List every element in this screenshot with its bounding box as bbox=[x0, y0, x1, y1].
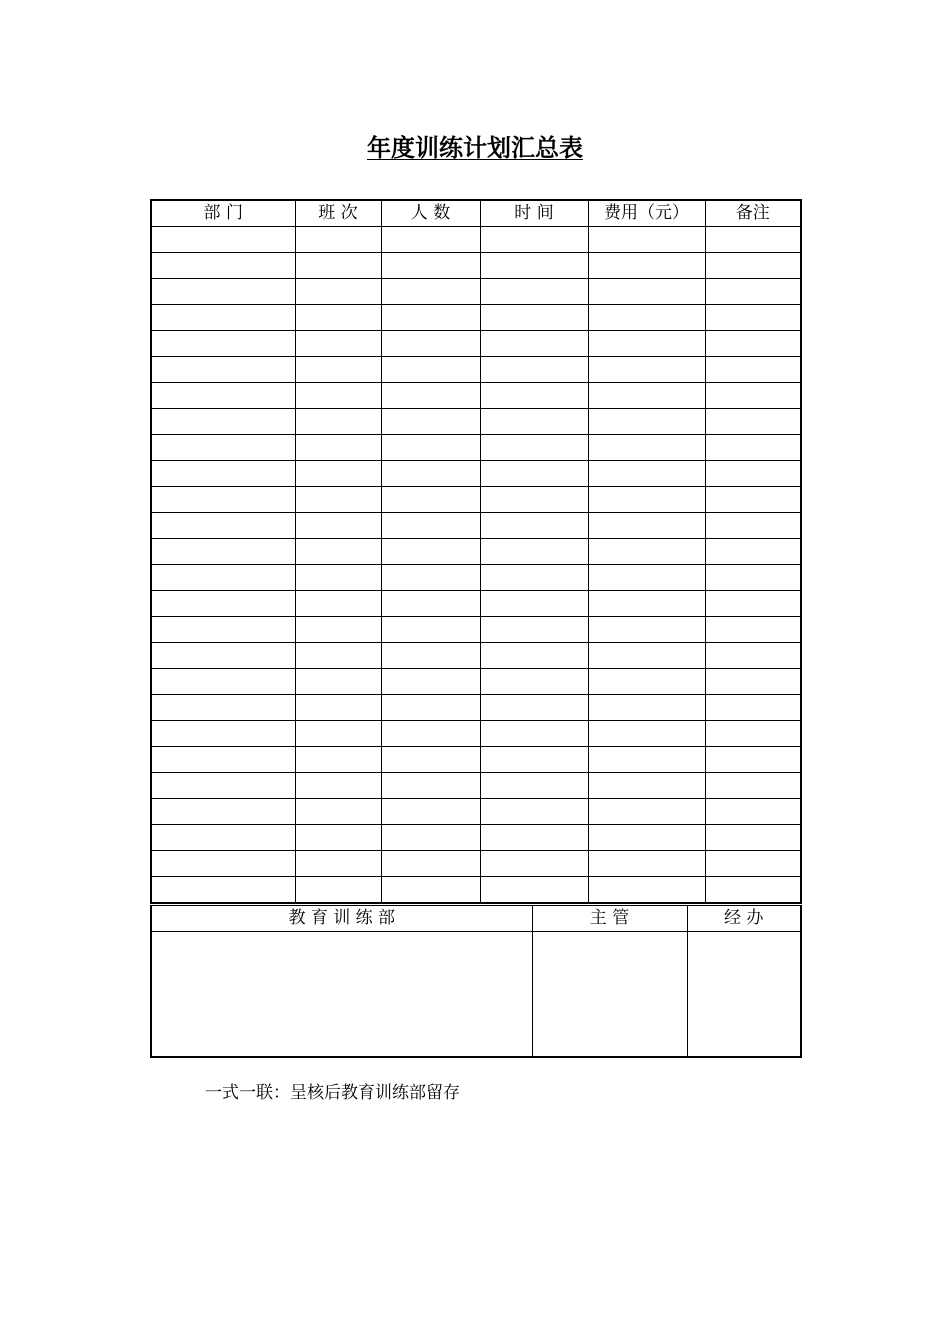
table-cell[interactable] bbox=[151, 383, 295, 409]
table-cell[interactable] bbox=[480, 331, 588, 357]
table-cell[interactable] bbox=[381, 877, 480, 904]
table-row bbox=[151, 357, 801, 383]
table-cell[interactable] bbox=[705, 721, 801, 747]
header-headcount: 人 数 bbox=[381, 200, 480, 227]
table-cell[interactable] bbox=[480, 877, 588, 904]
table-cell[interactable] bbox=[480, 435, 588, 461]
table-cell[interactable] bbox=[588, 695, 705, 721]
table-cell[interactable] bbox=[480, 591, 588, 617]
table-cell[interactable] bbox=[151, 643, 295, 669]
table-cell[interactable] bbox=[705, 877, 801, 904]
table-cell[interactable] bbox=[705, 513, 801, 539]
table-cell[interactable] bbox=[381, 461, 480, 487]
table-cell[interactable] bbox=[588, 877, 705, 904]
table-cell[interactable] bbox=[705, 279, 801, 305]
table-cell[interactable] bbox=[295, 357, 381, 383]
table-row bbox=[151, 331, 801, 357]
table-cell[interactable] bbox=[381, 721, 480, 747]
table-cell[interactable] bbox=[295, 513, 381, 539]
table-cell[interactable] bbox=[151, 721, 295, 747]
table-cell[interactable] bbox=[295, 227, 381, 253]
table-cell[interactable] bbox=[381, 409, 480, 435]
table-cell[interactable] bbox=[480, 539, 588, 565]
table-cell[interactable] bbox=[588, 461, 705, 487]
header-session: 班 次 bbox=[295, 200, 381, 227]
table-cell[interactable] bbox=[705, 357, 801, 383]
table-cell[interactable] bbox=[588, 435, 705, 461]
table-cell[interactable] bbox=[295, 643, 381, 669]
table-cell[interactable] bbox=[151, 539, 295, 565]
table-cell[interactable] bbox=[480, 695, 588, 721]
table-cell[interactable] bbox=[381, 435, 480, 461]
table-cell[interactable] bbox=[295, 253, 381, 279]
table-cell[interactable] bbox=[705, 565, 801, 591]
table-cell[interactable] bbox=[480, 513, 588, 539]
table-row bbox=[151, 227, 801, 253]
table-cell[interactable] bbox=[295, 305, 381, 331]
table-cell[interactable] bbox=[295, 825, 381, 851]
table-row bbox=[151, 877, 801, 904]
table-cell[interactable] bbox=[705, 773, 801, 799]
header-time: 时 间 bbox=[480, 200, 588, 227]
manager-label: 主 管 bbox=[532, 906, 687, 932]
table-cell[interactable] bbox=[381, 695, 480, 721]
table-cell[interactable] bbox=[381, 591, 480, 617]
table-row bbox=[151, 591, 801, 617]
table-row bbox=[151, 747, 801, 773]
table-cell[interactable] bbox=[705, 591, 801, 617]
table-cell[interactable] bbox=[588, 253, 705, 279]
table-header-row bbox=[151, 200, 801, 227]
table-row bbox=[151, 695, 801, 721]
table-cell[interactable] bbox=[705, 695, 801, 721]
plan-summary-table bbox=[150, 199, 802, 904]
table-row bbox=[151, 721, 801, 747]
table-cell[interactable] bbox=[151, 513, 295, 539]
table-cell[interactable] bbox=[295, 747, 381, 773]
table-cell[interactable] bbox=[381, 253, 480, 279]
table-cell[interactable] bbox=[588, 773, 705, 799]
table-cell[interactable] bbox=[480, 643, 588, 669]
dept-label: 教 育 训 练 部 bbox=[151, 906, 532, 932]
table-cell[interactable] bbox=[588, 357, 705, 383]
table-cell[interactable] bbox=[588, 851, 705, 877]
table-cell[interactable] bbox=[705, 539, 801, 565]
table-cell[interactable] bbox=[151, 461, 295, 487]
table-cell[interactable] bbox=[295, 721, 381, 747]
table-cell[interactable] bbox=[381, 279, 480, 305]
table-cell[interactable] bbox=[151, 799, 295, 825]
table-cell[interactable] bbox=[705, 305, 801, 331]
table-cell[interactable] bbox=[295, 877, 381, 904]
table-cell[interactable] bbox=[151, 357, 295, 383]
table-cell[interactable] bbox=[381, 617, 480, 643]
table-cell[interactable] bbox=[588, 825, 705, 851]
table-cell[interactable] bbox=[381, 825, 480, 851]
table-cell[interactable] bbox=[295, 565, 381, 591]
table-cell[interactable] bbox=[480, 487, 588, 513]
table-cell[interactable] bbox=[480, 669, 588, 695]
table-row bbox=[151, 435, 801, 461]
table-cell[interactable] bbox=[295, 591, 381, 617]
table-cell[interactable] bbox=[480, 409, 588, 435]
table-cell[interactable] bbox=[705, 487, 801, 513]
table-row bbox=[151, 643, 801, 669]
table-cell[interactable] bbox=[295, 461, 381, 487]
table-cell[interactable] bbox=[588, 279, 705, 305]
table-cell[interactable] bbox=[588, 643, 705, 669]
table-cell[interactable] bbox=[151, 825, 295, 851]
table-cell[interactable] bbox=[480, 799, 588, 825]
table-cell[interactable] bbox=[588, 539, 705, 565]
table-cell[interactable] bbox=[295, 773, 381, 799]
header-department: 部 门 bbox=[151, 200, 295, 227]
table-cell[interactable] bbox=[588, 331, 705, 357]
table-cell[interactable] bbox=[295, 799, 381, 825]
table-cell[interactable] bbox=[295, 539, 381, 565]
manager-signature-cell[interactable] bbox=[532, 932, 687, 1058]
table-cell[interactable] bbox=[151, 227, 295, 253]
table-cell[interactable] bbox=[480, 825, 588, 851]
header-cost: 费用（元） bbox=[588, 200, 705, 227]
table-row bbox=[151, 565, 801, 591]
table-cell[interactable] bbox=[295, 409, 381, 435]
table-cell[interactable] bbox=[381, 539, 480, 565]
table-cell[interactable] bbox=[705, 669, 801, 695]
table-cell[interactable] bbox=[295, 279, 381, 305]
table-cell[interactable] bbox=[588, 669, 705, 695]
table-cell[interactable] bbox=[588, 799, 705, 825]
table-cell[interactable] bbox=[705, 331, 801, 357]
table-cell[interactable] bbox=[151, 565, 295, 591]
table-cell[interactable] bbox=[151, 695, 295, 721]
table-cell[interactable] bbox=[705, 409, 801, 435]
table-cell[interactable] bbox=[381, 305, 480, 331]
table-cell[interactable] bbox=[381, 487, 480, 513]
header-remarks: 备注 bbox=[705, 200, 801, 227]
table-row bbox=[151, 539, 801, 565]
table-row bbox=[151, 253, 801, 279]
table-cell[interactable] bbox=[381, 643, 480, 669]
table-cell[interactable] bbox=[705, 747, 801, 773]
dept-signature-cell[interactable] bbox=[151, 932, 532, 1058]
table-row bbox=[151, 461, 801, 487]
table-cell[interactable] bbox=[151, 253, 295, 279]
table-cell[interactable] bbox=[381, 799, 480, 825]
table-cell[interactable] bbox=[705, 227, 801, 253]
table-cell[interactable] bbox=[705, 461, 801, 487]
table-cell[interactable] bbox=[381, 383, 480, 409]
footnote: 一式一联：呈核后教育训练部留存 bbox=[205, 1083, 460, 1103]
table-cell[interactable] bbox=[151, 591, 295, 617]
table-cell[interactable] bbox=[151, 747, 295, 773]
table-cell[interactable] bbox=[588, 591, 705, 617]
table-cell[interactable] bbox=[588, 487, 705, 513]
table-cell[interactable] bbox=[381, 227, 480, 253]
table-cell[interactable] bbox=[480, 617, 588, 643]
table-row bbox=[151, 773, 801, 799]
table-row bbox=[151, 799, 801, 825]
table-cell[interactable] bbox=[480, 279, 588, 305]
table-row bbox=[151, 383, 801, 409]
table-cell[interactable] bbox=[480, 383, 588, 409]
table-cell[interactable] bbox=[381, 513, 480, 539]
table-row bbox=[151, 513, 801, 539]
table-cell[interactable] bbox=[151, 877, 295, 904]
table-cell[interactable] bbox=[588, 617, 705, 643]
table-cell[interactable] bbox=[295, 435, 381, 461]
table-cell[interactable] bbox=[480, 227, 588, 253]
table-cell[interactable] bbox=[588, 383, 705, 409]
table-cell[interactable] bbox=[295, 669, 381, 695]
table-cell[interactable] bbox=[480, 747, 588, 773]
table-cell[interactable] bbox=[480, 565, 588, 591]
table-cell[interactable] bbox=[705, 851, 801, 877]
table-cell[interactable] bbox=[151, 331, 295, 357]
table-cell[interactable] bbox=[295, 487, 381, 513]
table-cell[interactable] bbox=[705, 799, 801, 825]
table-row bbox=[151, 409, 801, 435]
signature-table bbox=[150, 905, 802, 1058]
table-cell[interactable] bbox=[381, 669, 480, 695]
table-cell[interactable] bbox=[480, 305, 588, 331]
table-cell[interactable] bbox=[381, 773, 480, 799]
table-cell[interactable] bbox=[480, 721, 588, 747]
table-cell[interactable] bbox=[588, 227, 705, 253]
table-cell[interactable] bbox=[151, 617, 295, 643]
table-cell[interactable] bbox=[705, 617, 801, 643]
table-cell[interactable] bbox=[381, 851, 480, 877]
table-row bbox=[151, 669, 801, 695]
table-cell[interactable] bbox=[480, 851, 588, 877]
table-row bbox=[151, 617, 801, 643]
handler-label: 经 办 bbox=[687, 906, 801, 932]
table-cell[interactable] bbox=[151, 279, 295, 305]
table-cell[interactable] bbox=[381, 331, 480, 357]
table-cell[interactable] bbox=[705, 383, 801, 409]
table-cell[interactable] bbox=[151, 305, 295, 331]
handler-signature-cell[interactable] bbox=[687, 932, 801, 1058]
table-cell[interactable] bbox=[705, 435, 801, 461]
table-cell[interactable] bbox=[705, 253, 801, 279]
table-cell[interactable] bbox=[295, 383, 381, 409]
form-title: 年度训练计划汇总表 bbox=[367, 134, 583, 162]
table-cell[interactable] bbox=[588, 409, 705, 435]
table-cell[interactable] bbox=[480, 461, 588, 487]
table-cell[interactable] bbox=[295, 331, 381, 357]
table-cell[interactable] bbox=[480, 773, 588, 799]
table-cell[interactable] bbox=[705, 825, 801, 851]
table-cell[interactable] bbox=[705, 643, 801, 669]
table-cell[interactable] bbox=[588, 305, 705, 331]
table-cell[interactable] bbox=[151, 773, 295, 799]
table-row bbox=[151, 851, 801, 877]
table-cell[interactable] bbox=[151, 435, 295, 461]
table-cell[interactable] bbox=[151, 669, 295, 695]
table-cell[interactable] bbox=[480, 253, 588, 279]
table-cell[interactable] bbox=[295, 695, 381, 721]
table-cell[interactable] bbox=[588, 721, 705, 747]
table-cell[interactable] bbox=[480, 357, 588, 383]
table-row bbox=[151, 279, 801, 305]
table-cell[interactable] bbox=[588, 513, 705, 539]
table-cell[interactable] bbox=[588, 747, 705, 773]
table-cell[interactable] bbox=[381, 747, 480, 773]
table-cell[interactable] bbox=[381, 565, 480, 591]
table-cell[interactable] bbox=[151, 409, 295, 435]
table-cell[interactable] bbox=[381, 357, 480, 383]
table-cell[interactable] bbox=[151, 851, 295, 877]
table-row bbox=[151, 825, 801, 851]
table-cell[interactable] bbox=[295, 617, 381, 643]
table-row bbox=[151, 305, 801, 331]
table-cell[interactable] bbox=[588, 565, 705, 591]
table-cell[interactable] bbox=[151, 487, 295, 513]
table-row bbox=[151, 487, 801, 513]
table-cell[interactable] bbox=[295, 851, 381, 877]
